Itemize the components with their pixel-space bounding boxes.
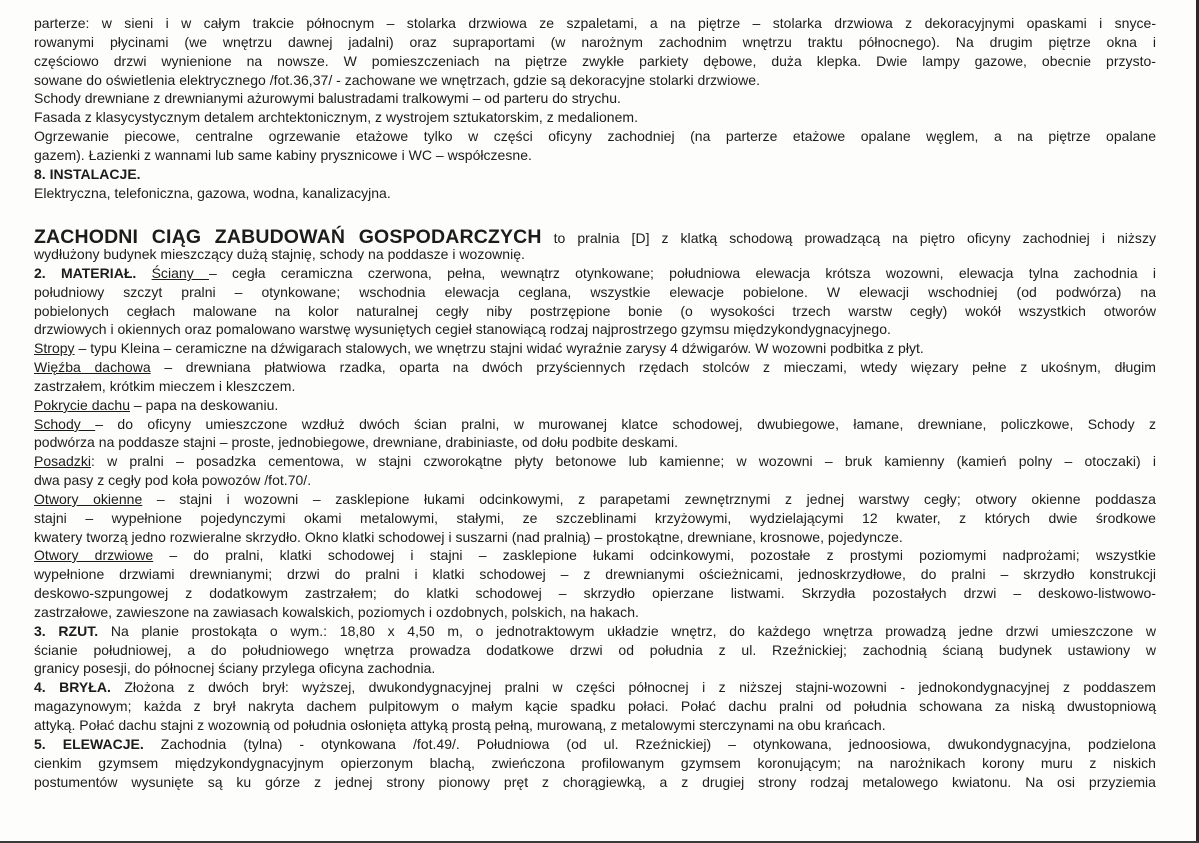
text-run: dwa pasy z cegły pod koła powozów /fot.70/. (34, 472, 312, 488)
text-run: cienkim gzymsem międzykondygnacyjnym opierzonym blachą, zwieńczona profilowanym gzymsem koronującym; na narożnikach korony muru z niskich (34, 755, 1156, 771)
text-line (34, 184, 1156, 203)
text-run: – papa na deskowaniu. (130, 397, 279, 413)
text-line (34, 89, 1156, 108)
text-run: – typu Kleina – ceramiczne na dźwigarach stalowych, we wnętrzu stajni widać wyraźnie zarysy 4 dźwigarów. W wozowni podbitka z płyt. (74, 340, 924, 356)
text-line (34, 603, 1156, 622)
text-run: Ogrzewanie piecowe, centralne ogrzewanie etażowe tylko w części oficyny zachodniej (na parterze etażowe opalane węglem, a na piętrze opalane (34, 128, 1156, 144)
text-line (34, 396, 1156, 415)
text-line (34, 622, 1156, 641)
text-run (136, 265, 151, 281)
text-run: attyką. Połać dachu stajni z wozownią od południa osłonięta attyką prostą pełną, murowaną, z metalowymi sterczynami na obu krańcach. (34, 717, 886, 733)
text-line (34, 528, 1156, 547)
text-run: – stajni i wozowni – zasklepione łukami odcinkowymi, z parapetami zewnętrznymi z jednej warstwy cegły; otwory okienne poddasza (142, 491, 1156, 507)
text-line (34, 377, 1156, 396)
text-line (34, 659, 1156, 678)
text-run: pobielonych cegłach malowane na kolor naturalnej cegły niby postrzępione bonie (o wysokości trzech warstw cegły) wokół wszystkich otworów (34, 303, 1156, 319)
text-line (34, 245, 1156, 264)
text-line (34, 641, 1156, 660)
text-run: zastrzałem, krótkim mieczem i kleszczem. (34, 378, 296, 394)
text-line (34, 471, 1156, 490)
text-run: stajni – wypełnione pojedynczymi okami metalowymi, stałymi, ze szczeblinami krzyżowymi, wydzielającymi 12 kwater, z których dwie środkowe (34, 510, 1156, 526)
text-run: – drewniana płatwiowa rzadka, oparta na dwóch przyściennych rzędach stolców z mieczami, wtedy więzary pełne z ukośnym, długim (150, 359, 1156, 375)
text-line (34, 320, 1156, 339)
text-line (34, 339, 1156, 358)
underlined-term: Posadzki (34, 453, 91, 469)
text-run: postumentów wysunięte są ku górze z jednej strony pionowy pręt z chorągiewką, a z drugiej strony rodzaj metalowego kwiatonu. Na osi przyziemia (34, 774, 1156, 790)
text-run: podwórza na poddasze stajni – proste, jednobiegowe, drewniane, drabiniaste, od dołu podbite deskami. (34, 434, 679, 450)
text-run: Zachodnia (tylna) - otynkowana /fot.49/. Południowa (od ul. Rzeźnickiej) – otynkowana, jednoosiowa, dwukondygnacyjna, podzielona (143, 736, 1156, 752)
text-line (34, 509, 1156, 528)
underlined-term: Otwory drzwiowe (34, 547, 154, 563)
text-line (34, 490, 1156, 509)
text-line (34, 264, 1156, 283)
text-line (34, 33, 1156, 52)
section-heading: 8. INSTALACJE. (34, 166, 141, 182)
text-line (34, 14, 1156, 33)
text-run: gazem). Łazienki z wannami lub same kabiny prysznicowe i WC – współczesne. (34, 147, 532, 163)
text-line (34, 754, 1156, 773)
text-line (34, 678, 1156, 697)
text-line (34, 735, 1156, 754)
text-line (34, 165, 1156, 184)
text-run: wypełnione drzwiami drewnianymi; drzwi do pralni i klatki schodowej – z drewnianymi ościeżnicami, jednoskrzydłowe, do pralni – skrzydło konstrukcji (34, 566, 1156, 582)
text-line (34, 697, 1156, 716)
text-line (34, 358, 1156, 377)
text-run: sowane do oświetlenia elektrycznego /fot.36,37/ - zachowane we wnętrzach, gdzie są dekoracyjne stolarki drzwiowe. (34, 72, 760, 88)
text-run: – do pralni, klatki schodowej i stajni – zasklepione łukami odcinkowymi, pozostałe z prostymi poziomymi nadprożami; wszystkie (153, 547, 1156, 563)
text-run: Na planie prostokąta o wym.: 18,80 x 4,50 m, o jednotraktowym układzie wnętrz, do każdego wnętrza prowadzą jedne drzwi umieszczone w (98, 623, 1156, 639)
text-run: : w pralni – posadzka cementowa, w stajni czworokątne płyty betonowe lub kamienne; w wozowni – bruk kamienny (kamień polny – otoczaki) i (90, 453, 1156, 469)
underlined-term: Schody (34, 416, 96, 432)
text-run: częściowo drzwi wynienione na nowsze. W pomieszczeniach na piętrze zwykłe parkiety dębowe, duża klepka. Dwie lampy gazowe, obecnie przysto- (34, 53, 1156, 69)
section-heading: 3. RZUT. (34, 623, 99, 639)
text-run: – do oficyny umieszczone wzdłuż dwóch ścian pralni, w murowanej klatce schodowej, dwubiegowe, łamane, drewniane, policzkowe, Schody z (95, 416, 1156, 432)
text-run: zastrzałowe, zawieszone na zawiasach kowalskich, poziomych i ozdobnych, polskich, na hakach. (34, 604, 639, 620)
text-run: drzwiowych i okiennych oraz pomalowano warstwę wysuniętych cegieł stanowiącą rodzaj najprostrzego gzymsu międzykondygnacyjnego. (34, 321, 891, 337)
text-run: Złożona z dwóch brył: wyższej, dwukondygnacyjnej pralni w części północnej i z niższej stajni-wozowni - jednokondygnacyjnej z poddaszem (110, 679, 1156, 695)
section-heading: 4. BRYŁA. (34, 679, 111, 695)
text-run: Schody drewniane z drewnianymi ażurowymi balustradami tralkowymi – od parteru do strychu. (34, 90, 621, 106)
text-line (34, 565, 1156, 584)
text-run: – cegła ceramiczna czerwona, pełna, wewnątrz otynkowane; południowa elewacja krótsza wozowni, elewacja tylna zachodnia i (208, 265, 1157, 281)
section-heading: 5. ELEWACJE. (34, 736, 144, 752)
underlined-term: Pokrycie dachu (34, 397, 130, 413)
text-run: wydłużony budynek mieszczący dużą stajnię, schody na poddasze i wozownię. (34, 246, 525, 262)
underlined-term: Stropy (34, 340, 75, 356)
text-line (34, 52, 1156, 71)
text-line (34, 716, 1156, 735)
text-line (34, 146, 1156, 165)
text-run: granicy posesji, do północnej ściany przylega oficyna zachodnia. (34, 660, 436, 676)
text-line (34, 433, 1156, 452)
text-line (34, 546, 1156, 565)
text-run: to pralnia [D] z klatką schodową prowadzącą na piętro oficyny zachodniej i niższy (541, 230, 1156, 246)
text-line (34, 584, 1156, 603)
text-line (34, 71, 1156, 90)
section-heading: 2. MATERIAŁ. (34, 265, 137, 281)
underlined-term: Więźba dachowa (34, 359, 151, 375)
text-run: ścianie południowej, a do południowego wnętrza prowadza dodatkowe drzwi od południa z ul. Rzeźnickiej; zachodnią ścianą budynek ustawiony w (34, 642, 1156, 658)
text-run: kwatery tworzą jedno rozwieralne skrzydło. Okno klatki schodowej i suszarni (nad pralnią) – prostokątne, drewniane, krosnowe, pojedyncze. (34, 529, 903, 545)
text-line (34, 773, 1156, 792)
text-run: rowanymi płycinami (we wnętrzu dawnej jadalni) oraz supraportami (w narożnym zachodnim wnętrzu traktu północnego). Na drugim piętrze okna i (34, 34, 1156, 50)
text-line (34, 127, 1156, 146)
text-line (34, 302, 1156, 321)
text-line (34, 415, 1156, 434)
underlined-term: Otwory okienne (34, 491, 143, 507)
text-line (34, 283, 1156, 302)
text-run: deskowo-szpungowej z dodatkowym zastrzałem; do klatki schodowej – skrzydło opierzane listwami. Skrzydła pozostałych drzwi – deskowo-listwowo- (34, 585, 1156, 601)
text-run: magazynowym; każda z brył nakryta dachem pulpitowym o małym kącie spadku połaci. Połać dachu pralni od południa schowana za niską dwustopniową (34, 698, 1156, 714)
text-line (34, 108, 1156, 127)
text-run: Fasada z klasycystycznym detalem archtektonicznym, z wystrojem sztukatorskim, z medalionem. (34, 109, 639, 125)
text-run: Elektryczna, telefoniczna, gazowa, wodna, kanalizacyjna. (34, 185, 391, 201)
underlined-term: Ściany (151, 265, 209, 281)
block-title: ZACHODNI CIĄG ZABUDOWAŃ GOSPODARCZYCH (34, 226, 542, 248)
text-run: parterze: w sieni i w całym trakcie północnym – stolarka drzwiowa ze szpaletami, a na piętrze – stolarka drzwiowa z dekoracyjnymi opaskami i snyce- (34, 15, 1156, 31)
text-line (34, 452, 1156, 471)
text-run: południowy szczyt pralni – otynkowane; wschodnia elewacja ceglana, wszystkie elewacje pobielone. W elewacji wschodniej (od podwórza) na (34, 284, 1156, 300)
